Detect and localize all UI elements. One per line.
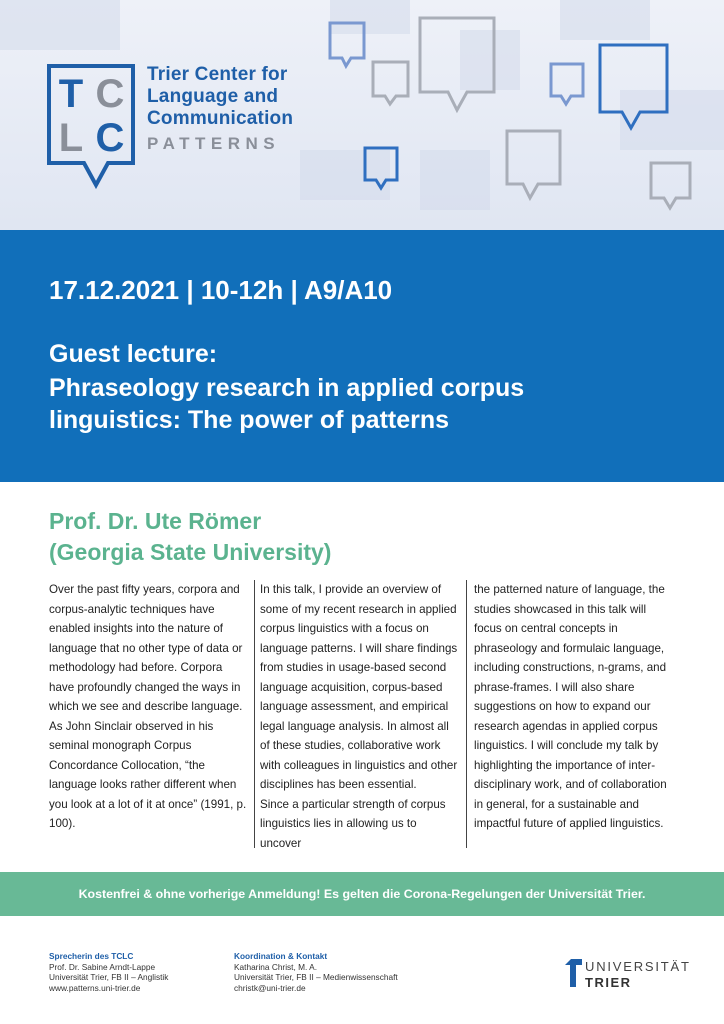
speaker-block	[49, 506, 331, 568]
abstract-column-1	[49, 580, 249, 834]
coordination-heading: Koordination & Kontakt	[234, 951, 328, 961]
event-datetime: 17.12.2021 | 10-12h | A9/A10	[49, 275, 393, 305]
speaker-name: Prof. Dr. Ute Römer	[49, 508, 262, 534]
monogram-letter: C	[95, 116, 125, 160]
monogram-letter: L	[58, 116, 84, 160]
abstract-column-3	[474, 580, 674, 834]
university-logo-word: UNIVERSITÄT	[585, 959, 691, 974]
logo-subline: PATTERNS	[147, 134, 281, 153]
monogram-letter: T	[58, 72, 84, 116]
tclc-logo-mark	[46, 63, 136, 193]
logo-line-2: Language and	[147, 86, 279, 107]
monogram-letter: C	[95, 72, 125, 116]
coordination-contact	[234, 951, 398, 993]
university-logo-icon	[563, 957, 583, 989]
speaker-contact-heading: Sprecherin des TCLC	[49, 951, 134, 961]
logo-line-3: Communication	[147, 108, 294, 129]
coordination-affiliation: Universität Trier, FB II – Medienwissenschaft	[234, 972, 398, 982]
abstract-paragraph: Since a particular strength of corpus linguistics lies in allowing us to uncover	[260, 797, 446, 850]
logo-line-1: Trier Center for	[147, 64, 288, 85]
coordination-name: Katharina Christ, M. A.	[234, 961, 318, 972]
column-divider	[254, 580, 255, 848]
abstract-paragraph: Over the past fifty years, corpora and corpus-analytic techniques have enabled insights into the nature of language that no other type of data or methodology had before. Corpora have profoundly changed the ways in which we see and describe language. As John Sinclair observed in his seminal monograph Corpus Concordance Collocation, “the language looks rather different when you look at a lot of it at once” (1991, p. 100).	[49, 583, 247, 830]
tclc-logo-text	[147, 64, 293, 154]
event-title	[49, 372, 689, 436]
event-title-line-2: linguistics: The power of patterns	[49, 406, 450, 434]
coordination-email: christk@uni-trier.de	[234, 982, 306, 993]
abstract-column-2	[260, 580, 460, 853]
speaker-contact-website: www.patterns.uni-trier.de	[49, 982, 141, 993]
header-banner	[0, 0, 724, 230]
event-type-label: Guest lecture:	[49, 340, 218, 368]
university-logo-city: TRIER	[585, 975, 632, 990]
speaker-affiliation: (Georgia State University)	[49, 539, 332, 565]
speaker-contact-name: Prof. Dr. Sabine Arndt-Lappe	[49, 961, 156, 972]
speaker-contact-affiliation: Universität Trier, FB II – Anglistik	[49, 972, 169, 982]
abstract-paragraph: In this talk, I provide an overview of some of my recent research in applied corpus linguistics with a focus on language patterns. I will share findings from studies in usage-based second language acquisition, corpus-based language assessment, and empirical legal language analysis. In almost all of these studies, collaborative work with colleagues in linguistics and other disciplines has been essential.	[260, 583, 458, 791]
speaker-contact	[49, 951, 168, 993]
abstract-paragraph: the patterned nature of language, the studies showcased in this talk will focus on central concepts in phraseology and formulaic language, including constructions, n-grams, and phrase-frames. I will also share suggestions on how to expand our research agendas in applied corpus linguistics. I will conclude my talk by highlighting the importance of inter-disciplinary work, and of collaboration in general, for a sustainable and impactful future of applied linguistics.	[474, 583, 667, 830]
event-title-line-1: Phraseology research in applied corpus	[49, 374, 525, 402]
column-divider	[466, 580, 467, 848]
admission-notice: Kostenfrei & ohne vorherige Anmeldung! Es gelten die Corona-Regelungen der Universität Trier.	[0, 872, 724, 916]
